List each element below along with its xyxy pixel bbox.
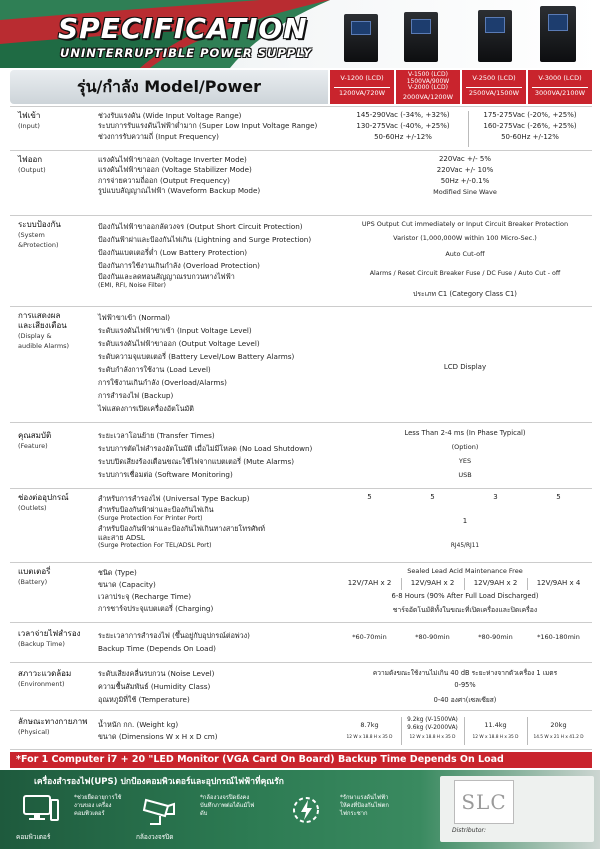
spec-value: 130-275Vac (-40%, +25%)	[356, 122, 450, 130]
spec-value: 12 W x 18.8 H x 35 D	[409, 735, 456, 740]
model-power: 2000VA/1200W	[402, 93, 454, 101]
spec-value: 3	[493, 493, 498, 501]
section-title: และเสียงเตือน	[18, 321, 67, 330]
cctv-camera-icon	[140, 790, 180, 830]
spec-value: 50-60Hz +/-12%	[501, 133, 559, 141]
section-battery	[10, 562, 592, 618]
spec-value: Modified Sine Wave	[433, 188, 497, 196]
spec-item: น้ำหนัก กก. (Weight kg)	[98, 720, 179, 729]
spec-item: แรงดันไฟฟ้าขาออก (Voltage Inverter Mode)	[98, 155, 247, 164]
spec-value: 12 W x 18.8 H x 35 D	[472, 735, 519, 740]
spec-value: (Option)	[451, 443, 479, 451]
section-environment	[10, 662, 592, 708]
spec-item: ชนิด (Type)	[98, 568, 137, 577]
spec-value: 12V/9AH x 2	[410, 579, 455, 587]
spec-value: *160-180min	[537, 633, 580, 641]
spec-value: 9.6kg (V-2000VA)	[407, 725, 458, 731]
section-subtitle: (Physical)	[18, 728, 50, 736]
spec-value: USB	[458, 471, 472, 479]
spec-item: การสำรองไฟ (Backup)	[98, 391, 174, 400]
spec-value: 1	[462, 517, 468, 525]
spec-item: ระดับแรงดันไฟฟ้าขาออก (Output Voltage Level)	[98, 339, 260, 348]
footer-title: เครื่องสำรองไฟ(UPS) ปกป้องคอมพิวเตอร์และอุปกรณ์ไฟฟ้าที่คุณรัก	[34, 777, 284, 787]
spec-value: 12V/9AH x 4	[536, 579, 581, 587]
ups-image-1200	[344, 14, 378, 62]
spec-value: YES	[458, 457, 472, 465]
spec-value: RJ45/RJ11	[450, 543, 480, 549]
spec-item: ระบบการเชื่อมต่อ (Software Monitoring)	[98, 470, 233, 479]
model-col-v1200	[330, 70, 394, 104]
feature-text: *ช่วยยืดอายุการใช้งานของ เครื่องคอมพิวเตอร์	[74, 795, 122, 817]
spec-value: *60-70min	[352, 633, 387, 641]
spec-item: ระดับเสียงคลื่นรบกวน (Noise Level)	[98, 669, 215, 678]
spec-value: 11.4kg	[484, 721, 507, 729]
spec-title: SPECIFICATION	[58, 12, 308, 45]
spec-value: 5	[367, 493, 372, 501]
spec-value: 6-8 Hours (90% After Full Load Discharged)	[391, 592, 539, 600]
feature-label: กล้องวงจรปิด	[136, 833, 174, 841]
model-header-row	[10, 70, 592, 104]
section-title: ลักษณะทางกายภาพ	[18, 717, 88, 726]
section-title: เวลาจ่ายไฟสำรอง	[18, 629, 81, 638]
spec-item: ระดับความจุแบตเตอรี่ (Battery Level/Low Battery Alarms)	[98, 352, 295, 361]
spec-item: สำหรับป้องกันฟ้าผ่าและป้องกันไฟเกินทางสายโทรศัพท์	[98, 524, 266, 533]
section-outlets	[10, 488, 592, 558]
ups-image-2500	[478, 10, 512, 62]
spec-value: 14.5 W x 21 H x 41.2 D	[533, 735, 584, 740]
spec-value: 12V/9AH x 2	[473, 579, 518, 587]
spec-item: การชาร์จประจุแบตเตอรี่ (Charging)	[98, 604, 214, 613]
section-subtitle: (Outlets)	[18, 504, 47, 512]
spec-item: (Surge Protection For Printer Port)	[98, 515, 203, 522]
section-title: ไฟออก	[18, 155, 43, 164]
model-col-v3000	[528, 70, 592, 104]
feature-label: คอมพิวเตอร์	[16, 833, 51, 841]
spec-value: 50-60Hz +/-12%	[374, 133, 432, 141]
spec-value: LCD Display	[443, 363, 487, 371]
spec-value: *80-90min	[415, 633, 450, 641]
backup-time-note: *For 1 Computer i7 + 20 "LED Monitor (VGA Card On Board) Backup Time Depends On Load	[10, 752, 592, 768]
ups-image-3000	[540, 6, 576, 62]
feature-text: *กล้องวงจรปิดยังคงบันทึกภาพต่อได้แม้ไฟดับ	[200, 795, 255, 817]
spec-subtitle: UNINTERRUPTIBLE POWER SUPPLY	[60, 46, 313, 60]
slc-logo: SLC	[454, 780, 514, 824]
spec-item: อุณหภูมิที่ใช้ (Temperature)	[98, 695, 190, 704]
spec-item: ความชื้นสัมพันธ์ (Humidity Class)	[98, 682, 211, 691]
spec-item: สำหรับการสำรองไฟ (Universal Type Backup)	[98, 494, 250, 503]
spec-item: ช่วงรับแรงดัน (Wide Input Voltage Range)	[98, 111, 242, 120]
spec-value: 12V/7AH x 2	[347, 579, 392, 587]
section-subtitle: (Display &	[18, 332, 52, 340]
ups-image-1500	[404, 12, 438, 62]
spec-value: 145-290Vac (-34%, +32%)	[356, 111, 450, 119]
spec-item: การจ่ายความถี่ออก (Output Frequency)	[98, 175, 230, 185]
spec-value: ชาร์จอัตโนมัติทั้งในขณะที่เปิดเครื่องและปิดเครื่อง	[392, 606, 538, 614]
feature-text: *รักษาแรงดันไฟฟ้า ให้คงที่ป้องกันไฟตก ไฟกระชาก	[340, 795, 389, 817]
section-display	[10, 306, 592, 418]
section-title: ไฟเข้า	[18, 111, 41, 120]
model-col-v1500-2000	[396, 70, 460, 104]
spec-item: ไฟแสดงการเปิดเครื่องอัตโนมัติ	[98, 404, 194, 413]
spec-value: 5	[556, 493, 561, 501]
spec-value: *80-90min	[478, 633, 513, 641]
section-subtitle: (Environment)	[18, 680, 65, 688]
section-title: ช่องต่ออุปกรณ์	[18, 493, 69, 502]
model-name: V-1500 (LCD) 1500VA/900W V-2000 (LCD)	[406, 71, 450, 91]
spec-item: รูปแบบสัญญาณไฟฟ้า (Waveform Backup Mode)	[98, 186, 261, 196]
model-name: V-2500 (LCD)	[472, 74, 516, 82]
spec-item: ป้องกันไฟฟ้าขาออกลัดวงจร (Output Short Circuit Protection)	[98, 222, 303, 231]
spec-item: ระบบการรับแรงดันไฟฟ้าต่ำมาก (Super Low Input Voltage Range)	[98, 121, 318, 131]
model-col-v2500	[462, 70, 526, 104]
section-subtitle: (Input)	[18, 122, 40, 130]
spec-item: ระยะเวลาการสำรองไฟ (ขึ้นอยู่กับอุปกรณ์ต่อพ่วง)	[98, 631, 250, 640]
model-power: 2500VA/1500W	[468, 89, 520, 97]
computer-icon	[20, 790, 60, 830]
spec-value: 8.7kg	[360, 721, 379, 729]
model-power: 1200VA/720W	[338, 89, 386, 97]
spec-value: 0-95%	[454, 681, 476, 689]
spec-item: ป้องกันและลดทอนสัญญาณรบกวนทางไฟฟ้า	[98, 272, 235, 281]
spec-item: ระยะเวลาโอนย้าย (Transfer Times)	[98, 431, 215, 440]
spec-item: เวลาประจุ (Recharge Time)	[98, 592, 192, 601]
spec-item: ป้องกันฟ้าผ่าและป้องกันไฟเกิน (Lightning and Surge Protection)	[98, 235, 312, 244]
spec-item: (EMI, RFI, Noise Filter)	[98, 282, 166, 289]
spec-item: Backup Time (Depends On Load)	[98, 644, 216, 653]
section-protection	[10, 215, 592, 305]
spec-value: 5	[430, 493, 435, 501]
spec-item: การใช้งานเกินกำลัง (Overload/Alarms)	[98, 378, 227, 387]
spec-item: (Surge Protection For TEL/ADSL Port)	[98, 542, 212, 549]
section-subtitle: &Protection)	[18, 241, 59, 249]
spec-value: 220Vac +/- 10%	[436, 166, 494, 174]
spec-item: ขนาด (Capacity)	[98, 580, 156, 589]
spec-item: ป้องกันแบตเตอรี่ต่ำ (Low Battery Protection)	[98, 248, 248, 257]
section-output	[10, 150, 592, 206]
model-name: V-1200 (LCD)	[340, 74, 384, 82]
section-title: คุณสมบัติ	[18, 431, 52, 440]
spec-value: 175-275Vac (-20%, +25%)	[483, 111, 577, 119]
spec-value: 220Vac +/- 5%	[438, 155, 492, 163]
section-subtitle: (Feature)	[18, 442, 48, 450]
model-name: V-3000 (LCD)	[538, 74, 582, 82]
section-backup	[10, 622, 592, 660]
section-input	[10, 106, 592, 148]
spec-value: ประเภท C1 (Category Class C1)	[413, 290, 517, 298]
spec-value: Sealed Lead Acid Maintenance Free	[407, 567, 523, 575]
distributor-label: Distributor:	[452, 827, 487, 834]
spec-item: ระบบปิดเสียงร้องเตือนขณะใช้ไฟจากแบตเตอรี่ (Mute Alarms)	[98, 457, 295, 466]
section-title: แบตเตอรี่	[18, 567, 51, 576]
spec-item: ขนาด (Dimensions W x H x D cm)	[98, 732, 218, 741]
spec-item: ระบบการตัดไฟสำรองอัตโนมัติ เมื่อไม่มีโหลด (No Load Shutdown)	[98, 444, 313, 453]
spec-value: 0-40 องศา(เซลเซียส)	[433, 696, 497, 704]
spec-value: 160-275Vac (-26%, +25%)	[483, 122, 577, 130]
spec-value: 12 W x 18.8 H x 35 D	[346, 735, 393, 740]
spec-value: Varistor (1,000,000W within 100 Micro-Sec.)	[393, 234, 537, 242]
section-subtitle: (Output)	[18, 166, 46, 174]
spec-value: Alarms / Reset Circuit Breaker Fuse / DC Fuse / Auto Cut - off	[369, 270, 561, 277]
spec-value: 50Hz +/-0.1%	[440, 177, 490, 185]
spec-value: 9.2kg (V-1500VA)	[407, 717, 458, 723]
section-title: ระบบป้องกัน	[18, 220, 61, 229]
spec-value: UPS Output Cut immediately or Input Circuit Breaker Protection	[361, 220, 569, 228]
section-feature	[10, 422, 592, 486]
spec-item: ป้องกันการใช้งานเกินกำลัง (Overload Protection)	[98, 261, 260, 270]
spec-value: ความดังขณะใช้งานไม่เกิน 40 dB ระยะห่างจากตัวเครื่อง 1 เมตร	[372, 669, 558, 677]
section-subtitle: (Battery)	[18, 578, 48, 586]
section-subtitle: audible Alarms)	[18, 342, 70, 350]
spec-value: 20kg	[550, 721, 567, 729]
spec-item: แรงดันไฟฟ้าขาออก (Voltage Stabilizer Mode)	[98, 165, 252, 175]
header	[0, 0, 600, 68]
section-title: การแสดงผล	[18, 311, 61, 320]
spec-item: ระดับแรงดันไฟฟ้าขาเข้า (Input Voltage Level)	[98, 326, 252, 335]
voltage-protection-icon	[286, 790, 326, 830]
spec-value: Less Than 2-4 ms (In Phase Typical)	[404, 429, 526, 437]
spec-item: ระดับกำลังการใช้งาน (Load Level)	[98, 365, 211, 374]
spec-value: Auto Cut-off	[445, 250, 485, 258]
section-title: สภาวะแวดล้อม	[18, 669, 72, 678]
model-power: 3000VA/2100W	[534, 89, 586, 97]
spec-item: ช่วงการรับความถี่ (Input Frequency)	[98, 131, 219, 141]
spec-item: และสาย ADSL	[98, 533, 145, 542]
section-subtitle: (System	[18, 231, 45, 239]
section-subtitle: (Backup Time)	[18, 640, 65, 648]
section-physical	[10, 710, 592, 750]
model-power-label: รุ่น/กำลัง Model/Power	[10, 70, 328, 104]
spec-item: ไฟฟ้าขาเข้า (Normal)	[98, 313, 171, 322]
spec-item: สำหรับป้องกันฟ้าผ่าและป้องกันไฟเกิน	[98, 505, 214, 514]
